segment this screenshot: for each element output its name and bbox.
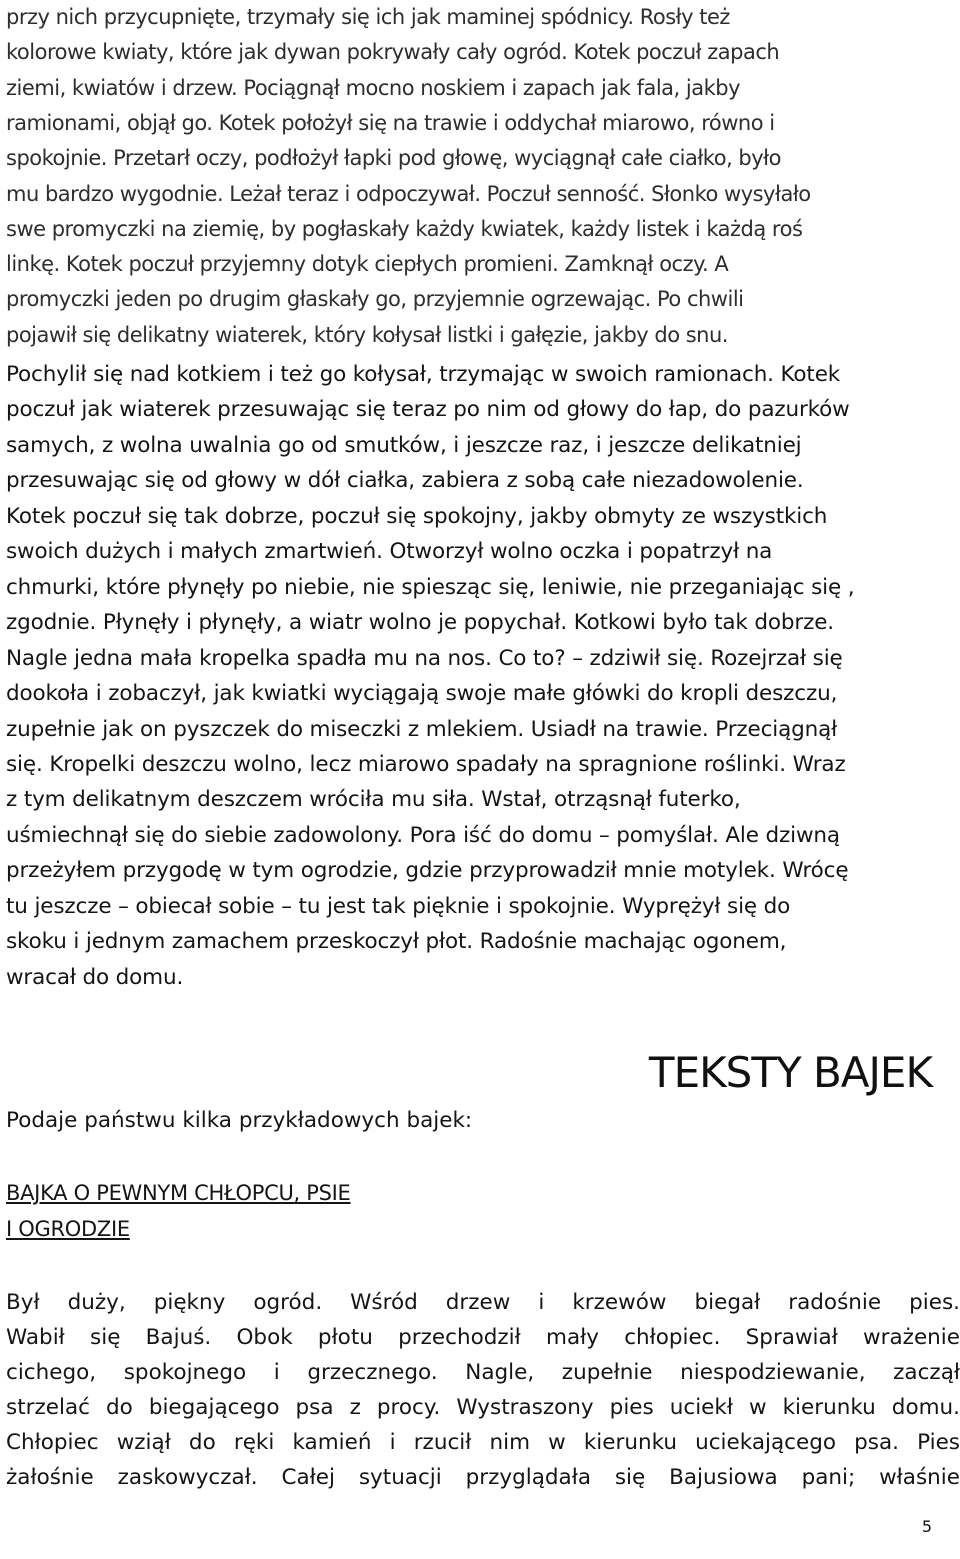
section-heading: TEKSTY BAJEK xyxy=(648,1048,932,1097)
story-line: uśmiechnął się do siebie zadowolony. Pora iść do domu – pomyślał. Ale dziwną xyxy=(6,822,840,848)
story-line: poczuł jak wiaterek przesuwając się teraz po nim od głowy do łap, do pazurków xyxy=(6,397,850,423)
page-number: 5 xyxy=(921,1517,932,1536)
story-line: tu jeszcze – obiecał sobie – tu jest tak pięknie i spokojnie. Wyprężył się do xyxy=(6,893,791,919)
intro-sentence: Podaje państwu kilka przykładowych bajek: xyxy=(6,1108,473,1133)
story-line: przesuwając się od głowy w dół ciałka, zabiera z sobą całe niezadowolenie. xyxy=(6,468,804,494)
story-line: Nagle jedna mała kropelka spadła mu na nos. Co to? – zdziwił się. Rozejrzał się xyxy=(6,645,843,671)
story-line: mu bardzo wygodnie. Leżał teraz i odpoczywał. Poczuł senność. Słonko wysyłało xyxy=(6,181,811,206)
story-line: Kotek poczuł się tak dobrze, poczuł się spokojny, jakby obmyty ze wszystkich xyxy=(6,503,828,529)
story-line: przy nich przycupnięte, trzymały się ich jak maminej spódnicy. Rosły też xyxy=(6,5,730,29)
story-line: swoich dużych i małych zmartwień. Otworzył wolno oczka i popatrzył na xyxy=(6,539,773,565)
story-line: samych, z wolna uwalnia go od smutków, i jeszcze raz, i jeszcze delikatniej xyxy=(6,432,802,458)
story-line: dookoła i zobaczył, jak kwiatki wyciągają swoje małe główki do kropli deszczu, xyxy=(6,681,838,707)
story-line: ramionami, objął go. Kotek położył się na trawie i oddychał miarowo, równo i xyxy=(6,110,775,135)
story-line: skoku i jednym zamachem przeskoczył płot. Radośnie machając ogonem, xyxy=(6,929,787,955)
paragraph-line: żałośnie zaskowyczał. Całej sytuacji przyglądała się Bajusiowa pani; właśnie xyxy=(6,1465,960,1490)
story-line: promyczki jeden po drugim głaskały go, przyjemnie ogrzewając. Po chwili xyxy=(6,287,744,312)
story-title-line-2: I OGRODZIE xyxy=(6,1217,130,1241)
story-line: swe promyczki na ziemię, by pogłaskały każdy kwiatek, każdy listek i każdą roś xyxy=(6,216,803,241)
story-line: wracał do domu. xyxy=(6,964,184,990)
story-line: z tym delikatnym deszczem wróciła mu siła. Wstał, otrząsnął futerko, xyxy=(6,787,741,813)
paragraph-line: cichego, spokojnego i grzecznego. Nagle, zupełnie niespodziewanie, zaczął xyxy=(6,1360,960,1385)
story-line: spokojnie. Przetarł oczy, podłożył łapki pod głowę, wyciągnął całe ciałko, było xyxy=(6,146,781,171)
story-line: pojawił się delikatny wiaterek, który kołysał listki i gałęzie, jakby do snu. xyxy=(6,322,728,347)
story-title-line-1: BAJKA O PEWNYM CHŁOPCU, PSIE xyxy=(6,1181,351,1205)
paragraph-line: Wabił się Bajuś. Obok płotu przechodził mały chłopiec. Sprawiał wrażenie xyxy=(6,1325,960,1350)
story-line: kolorowe kwiaty, które jak dywan pokrywały cały ogród. Kotek poczuł zapach xyxy=(6,40,780,65)
story-line: się. Kropelki deszczu wolno, lecz miarowo spadały na spragnione roślinki. Wraz xyxy=(6,751,846,777)
story-line: ziemi, kwiatów i drzew. Pociągnął mocno noskiem i zapach jak fala, jakby xyxy=(6,75,741,100)
story-line: chmurki, które płynęły po niebie, nie spiesząc się, leniwie, nie przeganiając się , xyxy=(6,574,855,600)
story-line: linkę. Kotek poczuł przyjemny dotyk ciepłych promieni. Zamknął oczy. A xyxy=(6,252,729,277)
story-line: Pochylił się nad kotkiem i też go kołysał, trzymając w swoich ramionach. Kotek xyxy=(6,362,841,387)
paragraph-line: Chłopiec wziął do ręki kamień i rzucił nim w kierunku uciekającego psa. Pies xyxy=(6,1430,960,1455)
story-paragraph xyxy=(6,1285,960,1495)
story-line: zupełnie jak on pyszczek do miseczki z mlekiem. Usiadł na trawie. Przeciągnął xyxy=(6,716,838,742)
story-line: przeżyłem przygodę w tym ogrodzie, gdzie przyprowadził mnie motylek. Wrócę xyxy=(6,858,849,884)
paragraph-line: Był duży, piękny ogród. Wśród drzew i krzewów biegał radośnie pies. xyxy=(6,1290,960,1315)
story-line: zgodnie. Płynęły i płynęły, a wiatr wolno je popychał. Kotkowi było tak dobrze. xyxy=(6,610,834,636)
paragraph-line: strzelać do biegającego psa z procy. Wystraszony pies uciekł w kierunku domu. xyxy=(6,1395,960,1420)
